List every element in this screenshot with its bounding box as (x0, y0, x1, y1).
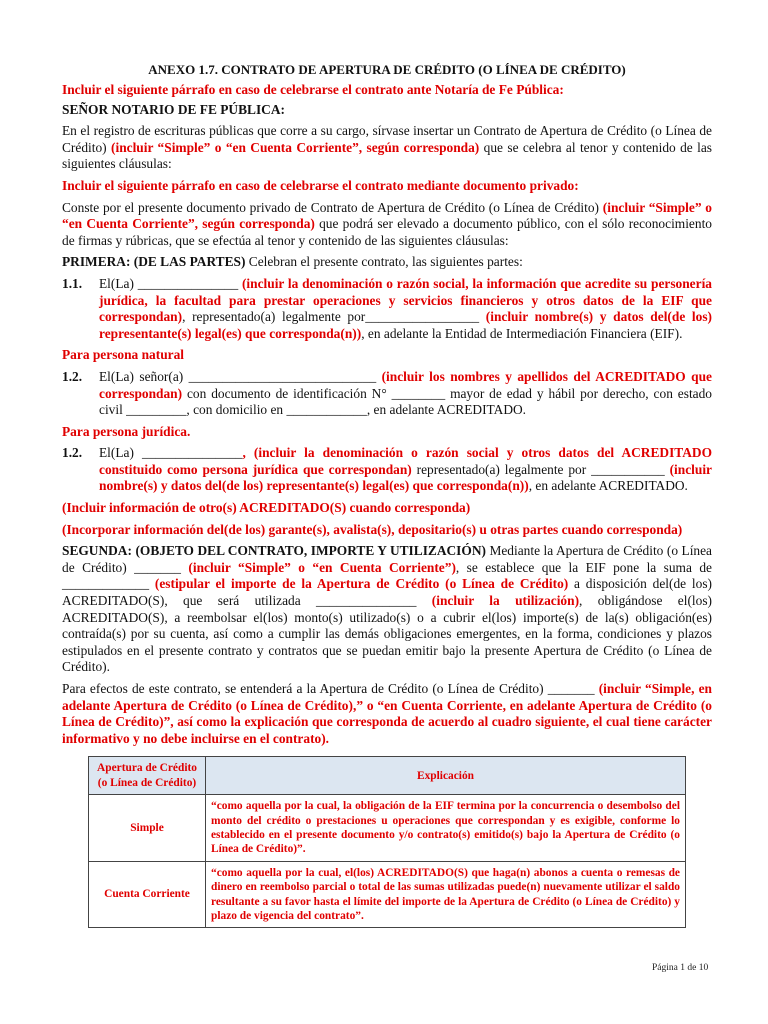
table-row (89, 861, 686, 928)
table-header-cell: Apertura de Crédito (o Línea de Crédito) (89, 757, 206, 795)
instruction-privado: Incluir el siguiente párrafo en caso de celebrarse el contrato mediante documento privado: (62, 177, 579, 193)
clause-segunda: SEGUNDA: (OBJETO DEL CONTRATO, IMPORTE Y UTILIZACIÓN) Mediante la Apertura de Crédito (o Línea de Crédito) _______ (incluir “Simple” o “en Cuenta Corriente”), se establece que la EIF pone la suma de _____________ (estipular el importe de la Apertura de Crédito (o Línea de Crédito) a disposición del(de los) ACREDITADO(S), que será utilizada _______________ (incluir la utilización), obligándose el(los) ACREDITADO(S), a reembolsar el(los) monto(s) utilizado(s) o a cubrir el(los) importe(s) de la(s) obligación(es) contraída(s) por su cuenta, así como a cumplir las demás obligaciones emergentes, en la forma, condiciones y plazos estipulados en el presente contrato y contratos que se puedan emitir bajo la presente Apertura de Crédito (o Línea de Crédito). (62, 543, 712, 675)
instruction-garantes: (Incorporar información del(de los) garante(s), avalista(s), depositario(s) u otras partes cuando corresponda) (62, 521, 683, 537)
clause-number: 1.2. (62, 368, 83, 384)
table-header-cell: Explicación (206, 757, 686, 795)
heading-persona-juridica: Para persona jurídica. (62, 423, 191, 439)
table-row-text: “como aquella por la cual, la obligación de la EIF termina por la concurrencia o desembolso del monto del crédito o prestaciones u operaciones que correspondan y es exigible, conforme lo establecido en el presente documento y/o contrato(s) emitido(s) bajo la Apertura de Crédito (o Línea de Crédito)”. (206, 795, 686, 862)
clause-number: 1.2. (62, 445, 83, 461)
table-row-label: Simple (89, 795, 206, 862)
table-row (89, 795, 686, 862)
clause-1-1: 1.1. El(La) _______________ (incluir la denominación o razón social, la información que acredite su personería jurídica, la facultad para prestar operaciones y servicios financieros y otros datos de la EIF que correspondan), representado(a) legalmente por_________________ (incluir nombre(s) y datos del(de los) representante(s) legal(es) que corresponda(n)), en adelante la Entidad de Intermediación Financiera (EIF). (62, 275, 713, 341)
efectos-paragraph: Para efectos de este contrato, se entenderá a la Apertura de Crédito (o Línea de Crédito) _______ (incluir “Simple, en adelante Apertura de Crédito (o Línea de Crédito),” o “en Cuenta Corriente, en adelante Apertura de Crédito (o Línea de Crédito)”, así como la explicación que corresponda de acuerdo al cuadro siguiente, el cual tiene carácter informativo y no debe incluirse en el contrato). (62, 681, 712, 746)
document-page (62, 62, 712, 928)
instruction-otros-acreditados: (Incluir información de otro(s) ACREDITADO(S) cuando corresponda) (62, 500, 471, 516)
heading-persona-natural: Para persona natural (62, 347, 184, 363)
page-number: Página 1 de 10 (652, 963, 709, 973)
clause-number: 1.1. (62, 275, 83, 291)
table-header-row (89, 757, 686, 795)
clause-1-2-natural: 1.2. El(La) señor(a) ____________________________ (incluir los nombres y apellidos del ACREDITADO que correspondan) con documento de identificación N° ________ mayor de edad y hábil por derecho, con estado civil _________, con domicilio en ____________, en adelante ACREDITADO. (62, 368, 712, 418)
instruction-notaria: Incluir el siguiente párrafo en caso de celebrarse el contrato ante Notaría de Fe Pública: (62, 82, 564, 97)
table-row-label: Cuenta Corriente (89, 861, 206, 928)
senor-notario-heading: SEÑOR NOTARIO DE FE PÚBLICA: (62, 101, 285, 117)
clause-primera: PRIMERA: (DE LAS PARTES) Celebran el presente contrato, las siguientes partes: (62, 254, 523, 270)
notaria-paragraph: En el registro de escrituras públicas que corre a su cargo, sírvase insertar un Contrato de Apertura de Crédito (o Línea de Crédito) (incluir “Simple” o “en Cuenta Corriente”, según corresponda) que se celebra al tenor y contenido de las siguientes cláusulas: (62, 123, 712, 172)
clause-1-2-juridica: 1.2. El(La) _______________, (incluir la denominación o razón social y otros datos del ACREDITADO constituido como persona jurídica que correspondan) representado(a) legalmente por ___________ (incluir nombre(s) y datos del(de los) representante(s) legal(es) que corresponda(n)), en adelante ACREDITADO. (62, 445, 713, 494)
explanation-table (88, 756, 686, 928)
privado-paragraph: Conste por el presente documento privado de Contrato de Apertura de Crédito (o Línea de Crédito) (incluir “Simple” o “en Cuenta Corriente”, según corresponda) que podrá ser elevado a documento público, con el sólo reconocimiento de firmas y rúbricas, que se efectúa al tenor y contenido de las siguientes cláusulas: (62, 199, 713, 248)
document-title: ANEXO 1.7. CONTRATO DE APERTURA DE CRÉDITO (O LÍNEA DE CRÉDITO) (148, 62, 626, 77)
table-row-text: “como aquella por la cual, el(los) ACREDITADO(S) que haga(n) abonos a cuenta o remesas de dinero en reembolso parcial o total de las sumas utilizadas puede(n) nuevamente utilizar el saldo resultante a su favor hasta el límite del importe de la Apertura de Crédito (o Línea de Crédito) y plazo de vigencia del contrato”. (206, 861, 686, 928)
